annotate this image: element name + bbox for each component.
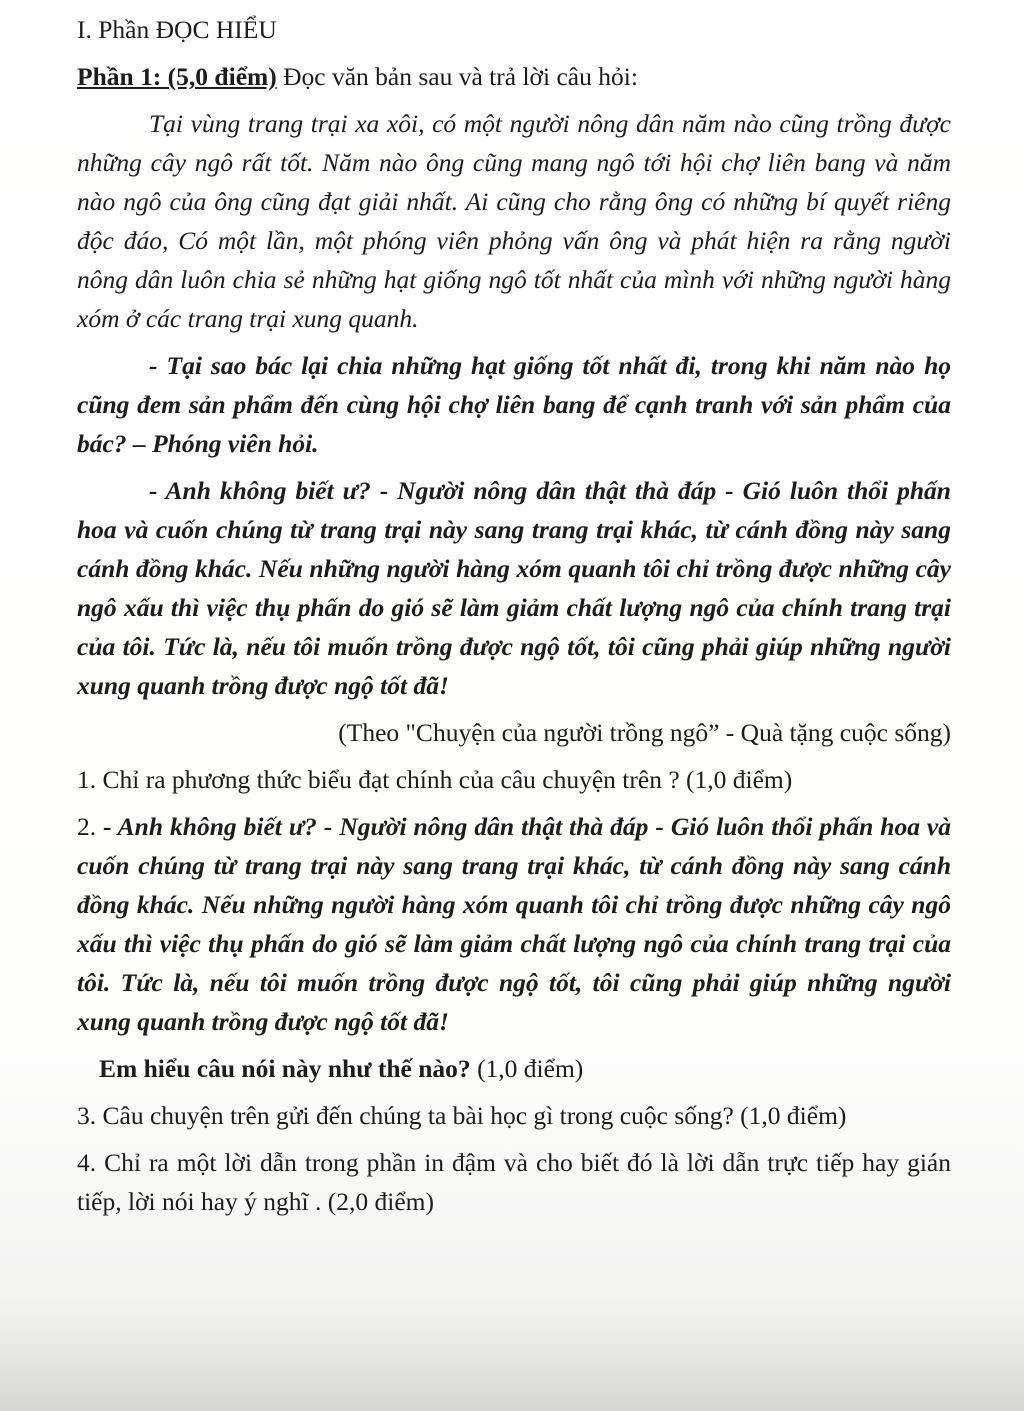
story-source: (Theo "Chuyện của người trồng ngô” - Quà tặng cuộc sống): [338, 718, 951, 747]
question-2: [77, 807, 951, 1041]
question-2-ask: Em hiểu câu nói này như thế nào?: [99, 1054, 471, 1083]
question-2-quote: - Anh không biết ư? - Người nông dân thật thà đáp - Gió luôn thổi phấn hoa và cuốn chúng từ trang trại này sang trang trại khác, từ cánh đồng này sang cánh đồng khác. Nếu những người hàng xóm quanh tôi chỉ trồng được những cây ngô xấu thì việc thụ phấn do gió sẽ làm giảm chất lượng ngô của chính trang trại của tôi. Tức là, nếu tôi muốn trồng được ngộ tốt, tôi cũng phải giúp những người xung quanh trồng được ngộ tốt đã!: [77, 812, 952, 1036]
question-2-points: (1,0 điểm): [470, 1054, 584, 1083]
question-2-prompt: [77, 1049, 951, 1088]
document-content: [77, 10, 951, 1229]
part-instruction: Đọc văn bản sau và trả lời câu hỏi:: [276, 62, 638, 91]
question-1: 1. Chỉ ra phương thức biểu đạt chính của câu chuyện trên ? (1,0 điểm): [77, 765, 793, 794]
question-4: 4. Chỉ ra một lời dẫn trong phần in đậm và cho biết đó là lời dẫn trực tiếp hay gián tiếp, lời nói hay ý nghĩ . (2,0 điểm): [77, 1148, 951, 1216]
question-2-number: 2.: [77, 812, 104, 841]
story-paragraph-2: - Tại sao bác lại chia những hạt giống tốt nhất đi, trong khi năm nào họ cũng đem sản phẩm đến cùng hội chợ liên bang để cạnh tranh với sản phẩm của bác? – Phóng viên hỏi.: [77, 351, 951, 458]
story-paragraph-3: - Anh không biết ư? - Người nông dân thật thà đáp - Gió luôn thổi phấn hoa và cuốn chúng từ trang trại này sang trang trại khác, từ cánh đồng này sang cánh đồng khác. Nếu những người hàng xóm quanh tôi chỉ trồng được những cây ngô xấu thì việc thụ phấn do gió sẽ làm giảm chất lượng ngô của chính trang trại của tôi. Tức là, nếu tôi muốn trồng được ngộ tốt, tôi cũng phải giúp những người xung quanh trồng được ngộ tốt đã!: [77, 476, 951, 700]
section-title: I. Phần ĐỌC HIỂU: [77, 15, 277, 44]
part-heading: [77, 57, 951, 96]
bottom-shadow: [0, 1311, 1024, 1411]
question-3: 3. Câu chuyện trên gửi đến chúng ta bài học gì trong cuộc sống? (1,0 điểm): [77, 1101, 847, 1130]
story-paragraph-1: Tại vùng trang trại xa xôi, có một người nông dân năm nào cũng trồng được những cây ngô rất tốt. Năm nào ông cũng mang ngô tới hội chợ liên bang và năm nào ngô của ông cũng đạt giải nhất. Ai cũng cho rằng ông có những bí quyết riêng độc đáo, Có một lần, một phóng viên phỏng vấn ông và phát hiện ra rằng người nông dân luôn chia sẻ những hạt giống ngô tốt nhất của mình với những người hàng xóm ở các trang trại xung quanh.: [77, 109, 951, 333]
part-label: Phần 1: (5,0 điểm): [77, 62, 277, 91]
